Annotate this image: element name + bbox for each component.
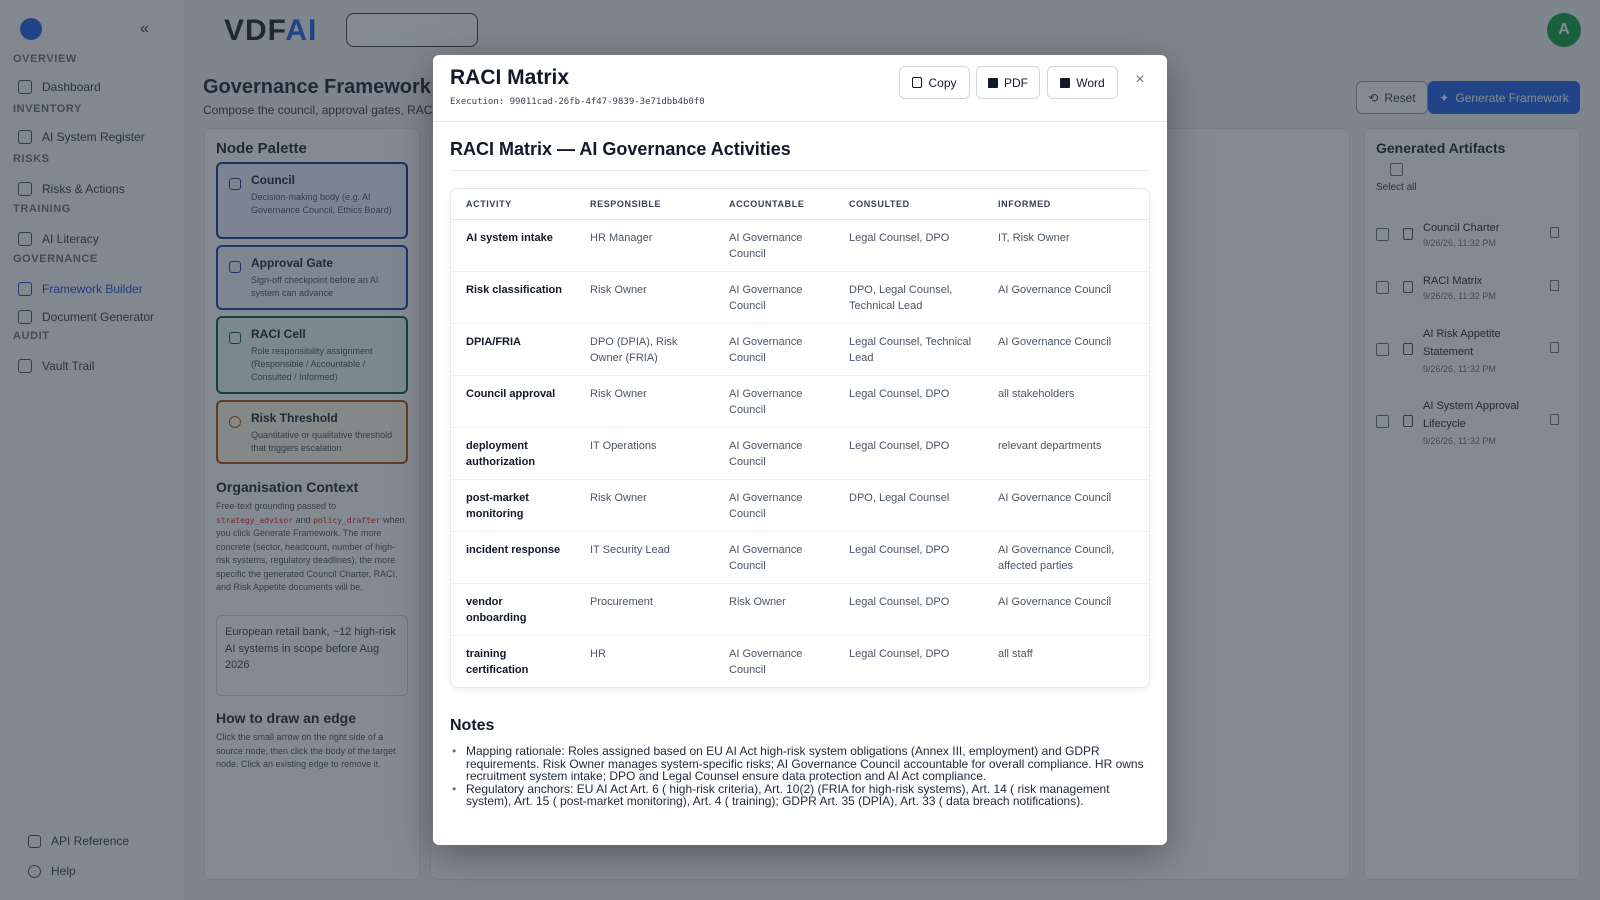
pdf-label: PDF [1004, 75, 1028, 90]
role-cell: IT, Risk Owner [983, 220, 1150, 272]
role-cell: DPO, Legal Counsel [834, 480, 983, 532]
table-row [451, 532, 1150, 584]
table-header-row [451, 189, 1150, 220]
role-cell: Risk Owner [575, 376, 714, 428]
note-item: • Mapping rationale: Roles assigned based on EU AI Act high-risk system obligations (Annex III, employment) and GDPR requirements. Risk Owner manages system-specific risks; AI Governance Council accountable for overall compliance. HR owns recruitment system intake; DPO and Legal Counsel ensure data protection and AI Act compliance. [466, 745, 1150, 783]
activity-cell: deployment authorization [451, 428, 575, 480]
activity-cell: Council approval [451, 376, 575, 428]
table-row [451, 376, 1150, 428]
role-cell: Legal Counsel, DPO [834, 428, 983, 480]
role-cell: Risk Owner [714, 584, 834, 636]
activity-cell: Risk classification [451, 272, 575, 324]
modal-title: RACI Matrix [450, 66, 570, 89]
activity-cell: vendor onboarding [451, 584, 575, 636]
pdf-icon [988, 78, 998, 88]
column-header: CONSULTED [834, 189, 983, 220]
word-icon [1060, 78, 1070, 88]
copy-button[interactable] [899, 66, 970, 99]
role-cell: AI Governance Council [714, 324, 834, 376]
table-row [451, 636, 1150, 688]
activity-cell: AI system intake [451, 220, 575, 272]
role-cell: DPO, Legal Counsel, Technical Lead [834, 272, 983, 324]
notes-title: Notes [450, 717, 495, 734]
role-cell: IT Operations [575, 428, 714, 480]
word-label: Word [1076, 75, 1105, 90]
table-row [451, 220, 1150, 272]
modal-header [433, 55, 1167, 122]
role-cell: HR [590, 648, 606, 660]
activity-cell: training certification [466, 648, 529, 676]
copy-label: Copy [928, 75, 957, 90]
notes-list [450, 745, 1150, 808]
role-cell: HR Manager [575, 220, 714, 272]
role-cell: Legal Counsel, Technical Lead [834, 324, 983, 376]
table-row [451, 272, 1150, 324]
activity-cell: post-market monitoring [451, 480, 575, 532]
word-button[interactable] [1047, 66, 1118, 99]
role-cell: AI Governance Council [714, 220, 834, 272]
execution-value: 99011cad-26fb-4f47-9839-3e71dbb4b0f0 [509, 97, 705, 107]
role-cell: Legal Counsel, DPO [834, 220, 983, 272]
role-cell: AI Governance Council [983, 324, 1150, 376]
modal-body [433, 122, 1167, 845]
table-row [451, 480, 1150, 532]
role-cell: AI Governance Council, affected parties [983, 532, 1150, 584]
raci-table-card [450, 188, 1150, 688]
note-item: • Regulatory anchors: EU AI Act Art. 6 ( high-risk criteria), Art. 10(2) (FRIA for high-risk systems), Art. 14 ( risk management system), Art. 15 ( post-market monitoring), Art. 4 ( training); GDPR Art. 35 (DPIA), Art. 33 ( data breach notifications). [466, 783, 1150, 808]
execution-id [450, 97, 1150, 107]
raci-table [451, 189, 1150, 687]
role-cell: AI Governance Council [714, 428, 834, 480]
column-header: RESPONSIBLE [575, 189, 714, 220]
role-cell: Legal Counsel, DPO [834, 584, 983, 636]
role-cell: DPO (DPIA), Risk Owner (FRIA) [575, 324, 714, 376]
role-cell: all staff [998, 648, 1033, 660]
role-cell: AI Governance Council [729, 648, 803, 676]
role-cell: Risk Owner [575, 272, 714, 324]
role-cell: Legal Counsel, DPO [834, 376, 983, 428]
role-cell: AI Governance Council [714, 532, 834, 584]
role-cell: IT Security Lead [575, 532, 714, 584]
table-row [451, 584, 1150, 636]
raci-modal [433, 55, 1167, 845]
role-cell: AI Governance Council [983, 584, 1150, 636]
activity-cell: incident response [451, 532, 575, 584]
table-row [451, 324, 1150, 376]
copy-icon [912, 77, 922, 88]
table-row [451, 428, 1150, 480]
role-cell: Legal Counsel, DPO [834, 532, 983, 584]
role-cell: AI Governance Council [714, 480, 834, 532]
activity-cell: DPIA/FRIA [451, 324, 575, 376]
role-cell: all stakeholders [983, 376, 1150, 428]
table-body [451, 220, 1150, 688]
role-cell: Risk Owner [575, 480, 714, 532]
document-title: RACI Matrix — AI Governance Activities [450, 139, 1150, 171]
pdf-button[interactable] [976, 66, 1040, 99]
role-cell: AI Governance Council [714, 376, 834, 428]
role-cell: Procurement [575, 584, 714, 636]
close-icon[interactable]: × [1135, 71, 1145, 88]
role-cell: AI Governance Council [983, 272, 1150, 324]
execution-label: Execution: [450, 97, 505, 107]
column-header: ACTIVITY [451, 189, 575, 220]
column-header: INFORMED [983, 189, 1150, 220]
role-cell: relevant departments [983, 428, 1150, 480]
column-header: ACCOUNTABLE [714, 189, 834, 220]
role-cell: Legal Counsel, DPO [849, 648, 950, 660]
role-cell: AI Governance Council [714, 272, 834, 324]
role-cell: AI Governance Council [983, 480, 1150, 532]
